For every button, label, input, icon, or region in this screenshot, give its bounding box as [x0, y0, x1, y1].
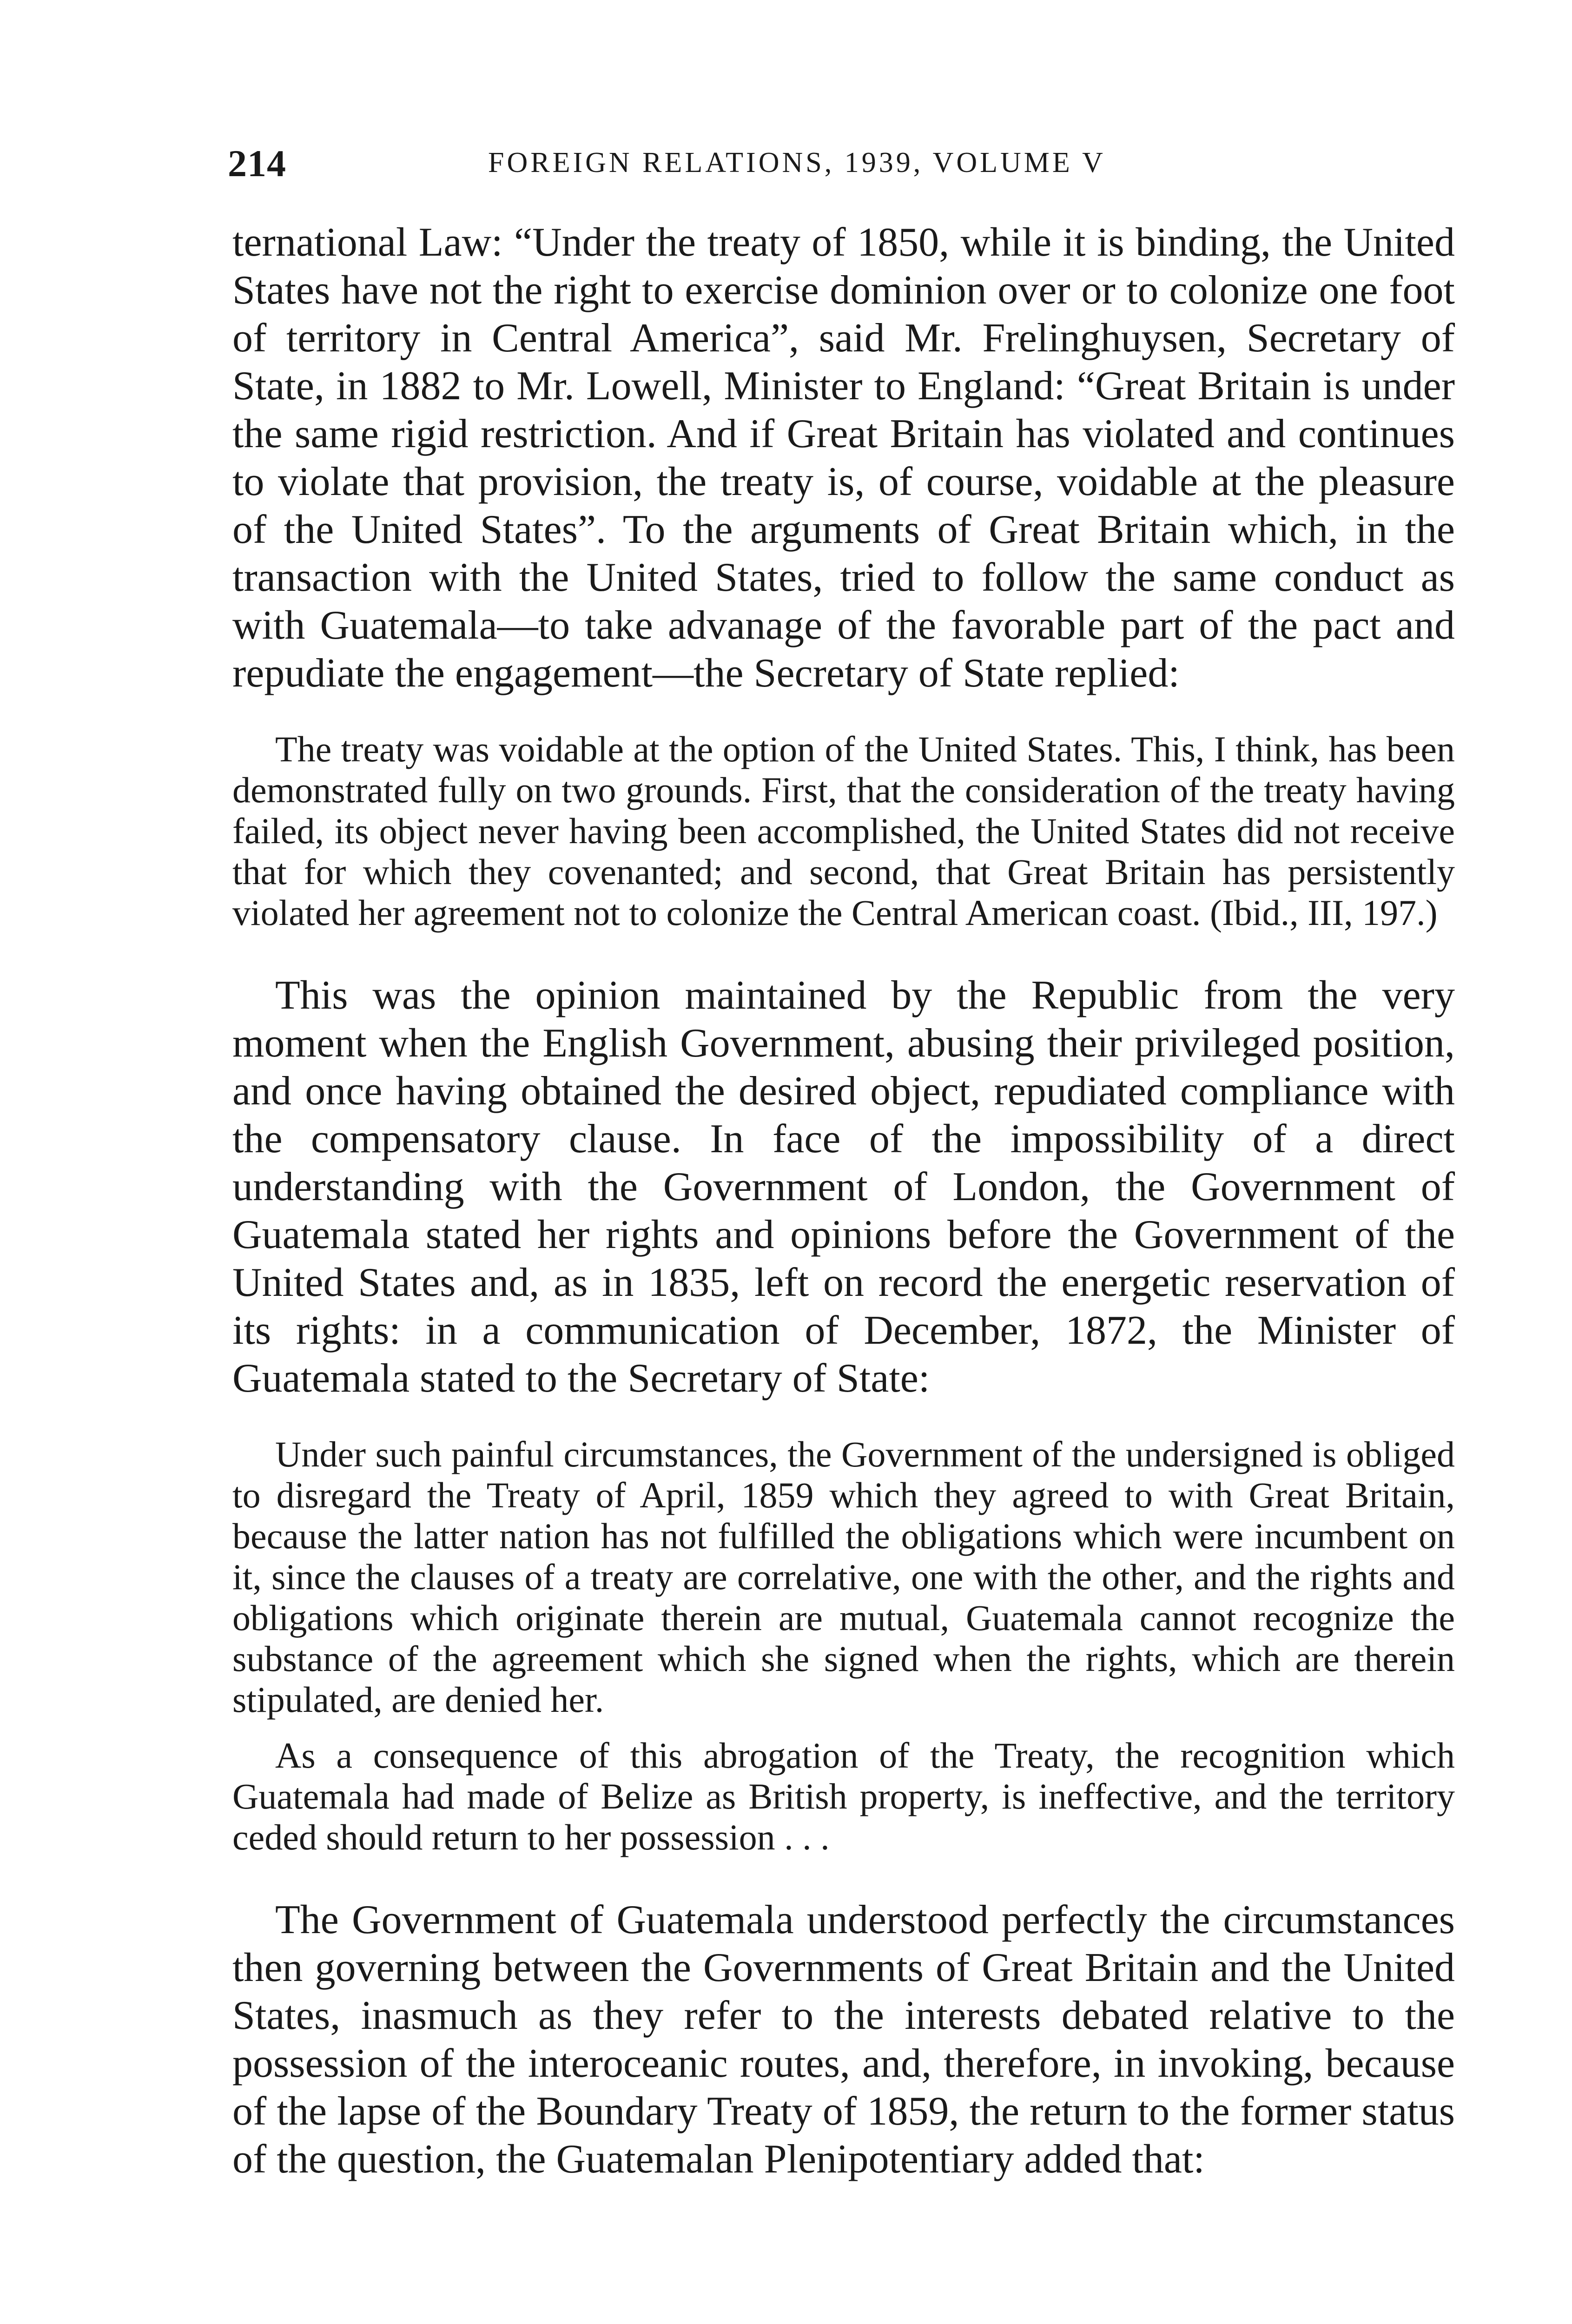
page-number: 214: [228, 142, 286, 185]
paragraph-guatemala-understood: The Government of Guatemala understood perfectly the circumstances then governing between the Governments of Great Britain and the United States, inasmuch as they refer to the interests debated relative to the possession of the interoceanic routes, and, therefore, in invoking, because of the lapse of the Boundary Treaty of 1859, the return to the former status of the question, the Guatemalan Plenipotentiary added that:: [232, 1897, 1455, 2182]
paragraph-republic-opinion: This was the opinion maintained by the Republic from the very moment when the English Government, abusing their privileged position, and once having obtained the desired object, repudiated compliance with the compensatory clause. In face of the impossibility of a direct understanding with the Government of London, the Government of Guatemala stated her rights and opinions before the Government of the United States and, as in 1835, left on record the energetic reservation of its rights: in a communication of December, 1872, the Minister of Guatemala stated to the Secretary of State:: [232, 973, 1455, 1401]
paragraph-continued: ternational Law: “Under the treaty of 1850, while it is binding, the United States have not the right to exercise dominion over or to colonize one foot of territory in Central America”, said Mr. Frelinghuysen, Secretary of State, in 1882 to Mr. Lowell, Minister to England: “Great Britain is under the same rigid restriction. And if Great Britain has violated and continues to violate that provision, the treaty is, of course, voidable at the pleasure of the United States”. To the arguments of Great Britain which, in the transaction with the United States, tried to follow the same conduct as with Guatemala—to take advanage of the favorable part of the pact and repudiate the engagement—the Secretary of State replied:: [232, 220, 1455, 696]
block-quote-guatemala-minister: Under such painful circumstances, the Government of the undersigned is obliged to disregard the Treaty of April, 1859 which they agreed to with Great Britain, because the latter nation has not fulfilled the obligations which were incumbent on it, since the clauses of a treaty are correlative, one with the other, and the rights and obligations which originate therein are mutual, Guatemala cannot recognize the substance of the agreement which she signed when the rights, which are therein stipulated, are denied her.: [232, 1434, 1455, 1720]
block-quote-abrogation: As a consequence of this abrogation of the Treaty, the recognition which Guatemala had made of Belize as British property, is ineffective, and the territory ceded should return to her possession . . .: [232, 1735, 1455, 1857]
running-head: [228, 142, 1455, 193]
block-quote-secretary-reply: The treaty was voidable at the option of the United States. This, I think, has been demonstrated fully on two grounds. First, that the consideration of the treaty having failed, its object never having been accomplished, the United States did not receive that for which they covenanted; and second, that Great Britain has persistently violated her agreement not to colonize the Central American coast. (Ibid., III, 197.): [232, 729, 1455, 933]
page-body: [232, 218, 1455, 2183]
running-title: FOREIGN RELATIONS, 1939, VOLUME V: [488, 147, 1106, 178]
